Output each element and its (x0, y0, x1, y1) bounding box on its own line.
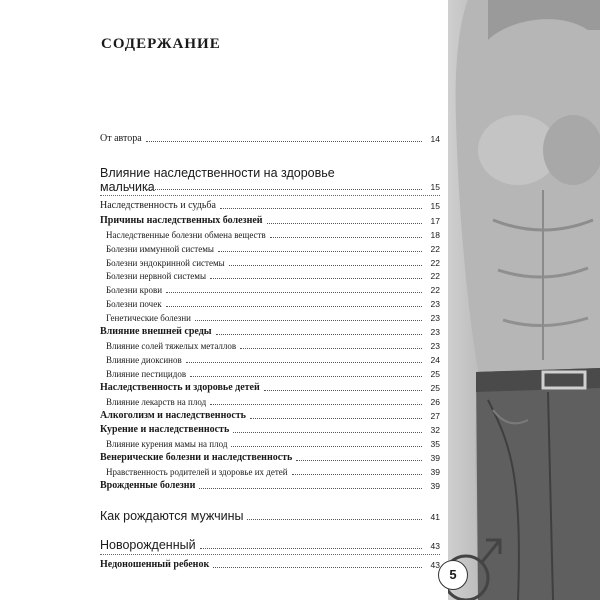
toc-entry[interactable] (100, 324, 440, 338)
entry-title: Влияние курения мамы на плод (106, 439, 228, 449)
entry-title: Причины наследственных болезней (100, 215, 263, 226)
dot-leader (229, 265, 422, 266)
toc-entry[interactable] (100, 213, 440, 227)
entry-page: 23 (430, 299, 440, 309)
entry-title: Болезни крови (106, 285, 163, 295)
toc-entry[interactable] (100, 131, 440, 145)
entry-title: Недоношенный ребенок (100, 559, 210, 570)
dot-leader (296, 460, 422, 461)
dot-leader (210, 278, 422, 279)
entry-page: 22 (430, 285, 440, 295)
section-page: 41 (430, 512, 440, 522)
toc-entry[interactable] (100, 478, 440, 492)
toc-subentry[interactable] (100, 366, 440, 380)
section-page: 15 (430, 182, 440, 192)
entry-title: Венерические болезни и наследственность (100, 452, 293, 463)
entry-page: 25 (430, 369, 440, 379)
entry-title: Курение и наследственность (100, 424, 230, 435)
dot-leader (218, 251, 422, 252)
toc-entry[interactable] (100, 198, 440, 212)
entry-page: 22 (430, 258, 440, 268)
section-page: 43 (430, 541, 440, 551)
dot-leader (267, 223, 422, 224)
toc-subentry[interactable] (100, 255, 440, 269)
entry-page: 23 (430, 341, 440, 351)
toc-entry[interactable] (100, 557, 440, 571)
dot-leader (213, 567, 422, 568)
divider (100, 554, 440, 555)
dot-leader (231, 446, 422, 447)
dot-leader (270, 237, 422, 238)
entry-title: Влияние диоксинов (106, 355, 182, 365)
entry-page: 23 (430, 327, 440, 337)
dot-leader (166, 292, 422, 293)
entry-title: Нравственность родителей и здоровье их детей (106, 467, 288, 477)
section-title-text: Новорожденный (100, 538, 196, 552)
entry-title: Болезни иммунной системы (106, 244, 214, 254)
entry-page: 27 (430, 411, 440, 421)
toc-subentry[interactable] (100, 436, 440, 450)
entry-title: Алкоголизм и наследственность (100, 410, 246, 421)
dot-leader (250, 418, 422, 419)
dot-leader (200, 548, 422, 549)
dot-leader (220, 208, 422, 209)
entry-page: 39 (430, 453, 440, 463)
page-number-badge: 5 (438, 560, 468, 590)
dot-leader (292, 474, 422, 475)
entry-page: 24 (430, 355, 440, 365)
page-title: СОДЕРЖАНИЕ (101, 36, 221, 52)
entry-page: 43 (430, 560, 440, 570)
entry-title: Наследственность и здоровье детей (100, 382, 260, 393)
section-title-text: Как рождаются мужчины (100, 509, 244, 523)
entry-title: Влияние солей тяжелых металлов (106, 341, 237, 351)
entry-title: Болезни нервной системы (106, 271, 207, 281)
dot-leader (190, 376, 422, 377)
entry-page: 22 (430, 244, 440, 254)
entry-title: Болезни почек (106, 299, 162, 309)
dot-leader (166, 306, 422, 307)
entry-title: Влияние лекарств на плод (106, 397, 207, 407)
entry-page: 23 (430, 313, 440, 323)
toc-entry[interactable] (100, 450, 440, 464)
toc-entry[interactable] (100, 380, 440, 394)
entry-title: Влияние внешней среды (100, 326, 212, 337)
toc-subentry[interactable] (100, 268, 440, 282)
entry-page: 39 (430, 467, 440, 477)
dot-leader (233, 432, 422, 433)
entry-page: 32 (430, 425, 440, 435)
photo-strip (448, 0, 600, 600)
dot-leader (210, 404, 422, 405)
toc-subentry[interactable] (100, 296, 440, 310)
toc-subentry[interactable] (100, 352, 440, 366)
toc-subentry[interactable] (100, 464, 440, 478)
section-title-line: мальчика (100, 180, 155, 194)
divider (100, 195, 440, 196)
dot-leader (247, 519, 422, 520)
dot-leader (195, 320, 422, 321)
toc-entry[interactable] (100, 408, 440, 422)
dot-leader (143, 189, 422, 190)
toc-subentry[interactable] (100, 310, 440, 324)
entry-page: 18 (430, 230, 440, 240)
entry-page: 25 (430, 383, 440, 393)
entry-title: Наследственные болезни обмена веществ (106, 230, 266, 240)
toc-subentry[interactable] (100, 394, 440, 408)
section-title[interactable] (100, 536, 440, 552)
dot-leader (240, 348, 422, 349)
toc-subentry[interactable] (100, 338, 440, 352)
entry-page: 26 (430, 397, 440, 407)
dot-leader (146, 141, 422, 142)
entry-title: От автора (100, 133, 142, 144)
entry-title: Генетические болезни (106, 313, 191, 323)
section-title[interactable] (100, 507, 440, 523)
entry-page: 15 (430, 201, 440, 211)
dot-leader (199, 488, 422, 489)
entry-title: Врожденные болезни (100, 480, 196, 491)
entry-title: Влияние пестицидов (106, 369, 187, 379)
entry-page: 22 (430, 271, 440, 281)
toc-subentry[interactable] (100, 282, 440, 296)
section-title-line: Влияние наследственности на здоровье (100, 166, 335, 180)
toc-subentry[interactable] (100, 241, 440, 255)
toc-subentry[interactable] (100, 227, 440, 241)
entry-page: 14 (430, 134, 440, 144)
dot-leader (264, 390, 422, 391)
dot-leader (216, 334, 422, 335)
entry-page: 17 (430, 216, 440, 226)
entry-page: 35 (430, 439, 440, 449)
entry-title: Болезни эндокринной системы (106, 258, 225, 268)
dot-leader (186, 362, 422, 363)
toc-entry[interactable] (100, 422, 440, 436)
entry-page: 39 (430, 481, 440, 491)
entry-title: Наследственность и судьба (100, 200, 216, 211)
section-page-row (100, 179, 440, 193)
